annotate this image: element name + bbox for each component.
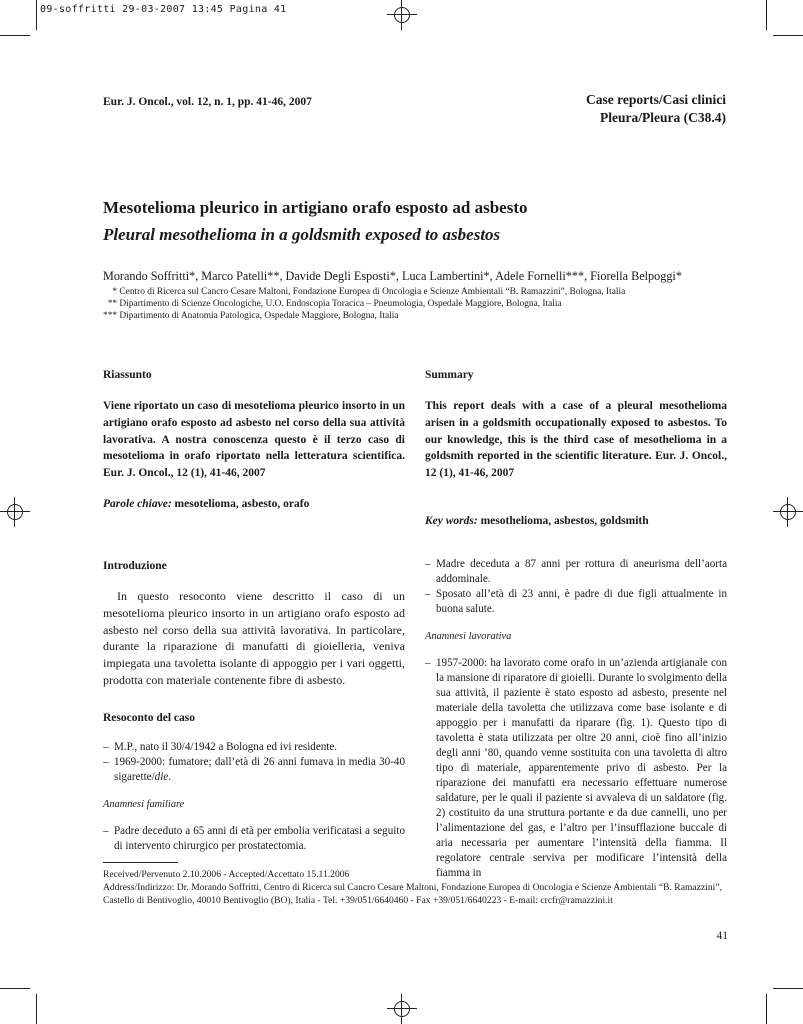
print-slug: 09-soffritti 29-03-2007 13:45 Pagina 41 — [40, 4, 287, 15]
registration-mark-bottom — [387, 994, 417, 1024]
affiliation-2: ** Dipartimento di Scienze Oncologiche, U.O. Endoscopia Toracica – Pneumologia, Ospedale Maggiore, Bologna, Italia — [103, 299, 562, 309]
key-words-text: mesothelioma, asbestos, goldsmith — [477, 514, 649, 527]
section-type: Case reports/Casi clinici — [586, 92, 726, 107]
section-label — [586, 91, 726, 127]
case-item-married: – Sposato all’età di 23 anni, è padre di due figli attualmente in buona salute. — [425, 587, 727, 617]
riassunto-heading: Riassunto — [103, 369, 152, 381]
crop-mark-tl-v — [36, 0, 37, 30]
crop-mark-tr-h — [773, 35, 803, 36]
section-topic: Pleura/Pleura (C38.4) — [600, 110, 726, 125]
affiliation-3: *** Dipartimento di Anatomia Patologica, Ospedale Maggiore, Bologna, Italia — [103, 311, 399, 321]
correspondence-address: Address/Indirizzo: Dr. Morando Soffritti, Centro di Ricerca sul Cancro Cesare Maltoni, Fondazione Europea di Oncologia e Scienze Ambientali “B. Ramazzini”, Castello di Bentivoglio, 40010 Bentivoglio (BO), Italia - Tel. +39/051/6640460 - Fax +39/051/6640223 - E-mail: crcfr@ramazzini.it — [103, 882, 722, 906]
crop-mark-tl-h — [0, 35, 30, 36]
case-item-smoker-die: die — [154, 770, 169, 783]
crop-mark-br-v — [766, 994, 767, 1024]
lavorativa-heading: Anamnesi lavorativa — [425, 631, 512, 642]
crop-mark-bl-h — [0, 988, 30, 989]
intro-text: In questo resoconto viene descritto il caso di un mesotelioma pleurico insorto in un artigiano orafo esposto ad asbesto nel corso della sua attività lavorativa. In particolare, durante la riparazione di manufatti di gioielleria, veniva impiegata una tavoletta isolante di appoggio per i vari oggetti, prodotta con materiale contenente fibre di asbesto. — [103, 589, 405, 687]
summary-text: This report deals with a case of a pleural mesothelioma arisen in a goldsmith occupationally exposed to asbestos. To our knowledge, this is the third case of mesothelioma in a goldsmith reported in the scientific literature. Eur. J. Oncol., 12 (1), 41-46, 2007 — [425, 400, 727, 480]
footnote-rule — [103, 862, 178, 863]
parole-chiave-label: Parole chiave: — [103, 497, 172, 510]
intro-heading: Introduzione — [103, 560, 167, 572]
body-left-column — [103, 559, 405, 854]
case-item-mother: – Madre deceduta a 87 anni per rottura di aneurisma dell’aorta addominale. — [425, 557, 727, 587]
case-item-smoker-text: 1969-2000: fumatore; dall’età di 26 anni fumava in media 30-40 sigarette/ — [114, 755, 405, 783]
received-dates: Received/Pervenuto 2.10.2006 - Accepted/Accettato 15.11.2006 — [103, 869, 350, 880]
case-heading: Resoconto del caso — [103, 711, 195, 724]
riassunto-text: Viene riportato un caso di mesotelioma pleurico insorto in un artigiano orafo esposto ad asbesto nel corso della sua attività lavorativa. A nostra conoscenza questo è il terzo caso di mesotelioma in orafo riportato nella letteratura scientifica. Eur. J. Oncol., 12 (1), 41-46, 2007 — [103, 400, 405, 480]
key-words — [425, 514, 727, 529]
parole-chiave-text: mesotelioma, asbesto, orafo — [171, 497, 310, 510]
article-title-english: Pleural mesothelioma in a goldsmith exposed to asbestos — [103, 225, 501, 244]
case-item-smoker-end: . — [168, 770, 172, 783]
crop-mark-tr-v — [766, 0, 767, 30]
crop-mark-br-h — [773, 988, 803, 989]
affiliation-1: * Centro di Ricerca sul Cancro Cesare Maltoni, Fondazione Europea di Oncologia e Scienze Ambientali “B. Ramazzini”, Bologna, Italia — [103, 287, 626, 297]
riassunto-block — [103, 368, 405, 512]
journal-reference: Eur. J. Oncol., vol. 12, n. 1, pp. 41-46, 2007 — [103, 96, 312, 108]
key-words-label: Key words: — [425, 514, 478, 527]
registration-mark-right — [773, 497, 803, 527]
case-item-smoker — [103, 755, 405, 785]
summary-heading: Summary — [425, 369, 474, 381]
body-right-column — [425, 557, 727, 881]
page-number: 41 — [716, 930, 728, 942]
article-title: Mesotelioma pleurico in artigiano orafo esposto ad asbesto — [103, 198, 528, 217]
case-item-birth: – M.P., nato il 30/4/1942 a Bologna ed ivi residente. — [103, 740, 405, 755]
familiare-heading: Anamnesi familiare — [103, 798, 185, 810]
registration-mark-left — [0, 497, 30, 527]
author-list: Morando Soffritti*, Marco Patelli**, Davide Degli Esposti*, Luca Lambertini*, Adele Fornelli***, Fiorella Belpoggi* — [103, 269, 682, 283]
parole-chiave — [103, 497, 405, 512]
case-item-occupation: – 1957-2000: ha lavorato come orafo in un’azienda artigianale con la mansione di riparatore di gioielli. Durante lo svolgimento della sua attività, il paziente è stato esposto ad asbesto, presente nel materiale della tavoletta che utilizzava come base isolante e di appoggio per i manufatti da riparare (fig. 1). Questo tipo di tavoletta è stata utilizzata per oltre 20 anni, cioè fino all’inizio degli anni ’80, quando venne sostituita con una tavoletta di altro tipo di materiale, apparentemente privo di asbesto. Per la riparazione dei manufatti era necessario effettuare numerose saldature, per le quali il paziente si avvaleva di un saldatore (fig. 2) costituito da una struttura portante e da due cannelli, uno per l’alimentazione del gas, e l’altro per l’insufflazione buccale di aria necessaria per aumentare l’intensità della fiamma. Il regolatore centrale serviva per modificare l’intensità della fiamma in — [425, 656, 727, 881]
registration-mark-top — [387, 0, 417, 30]
summary-block — [425, 368, 727, 529]
case-item-father: – Padre deceduto a 65 anni di età per embolia verificatasi a seguito di intervento chirurgico per prostatectomia. — [103, 824, 405, 854]
crop-mark-bl-v — [36, 994, 37, 1024]
